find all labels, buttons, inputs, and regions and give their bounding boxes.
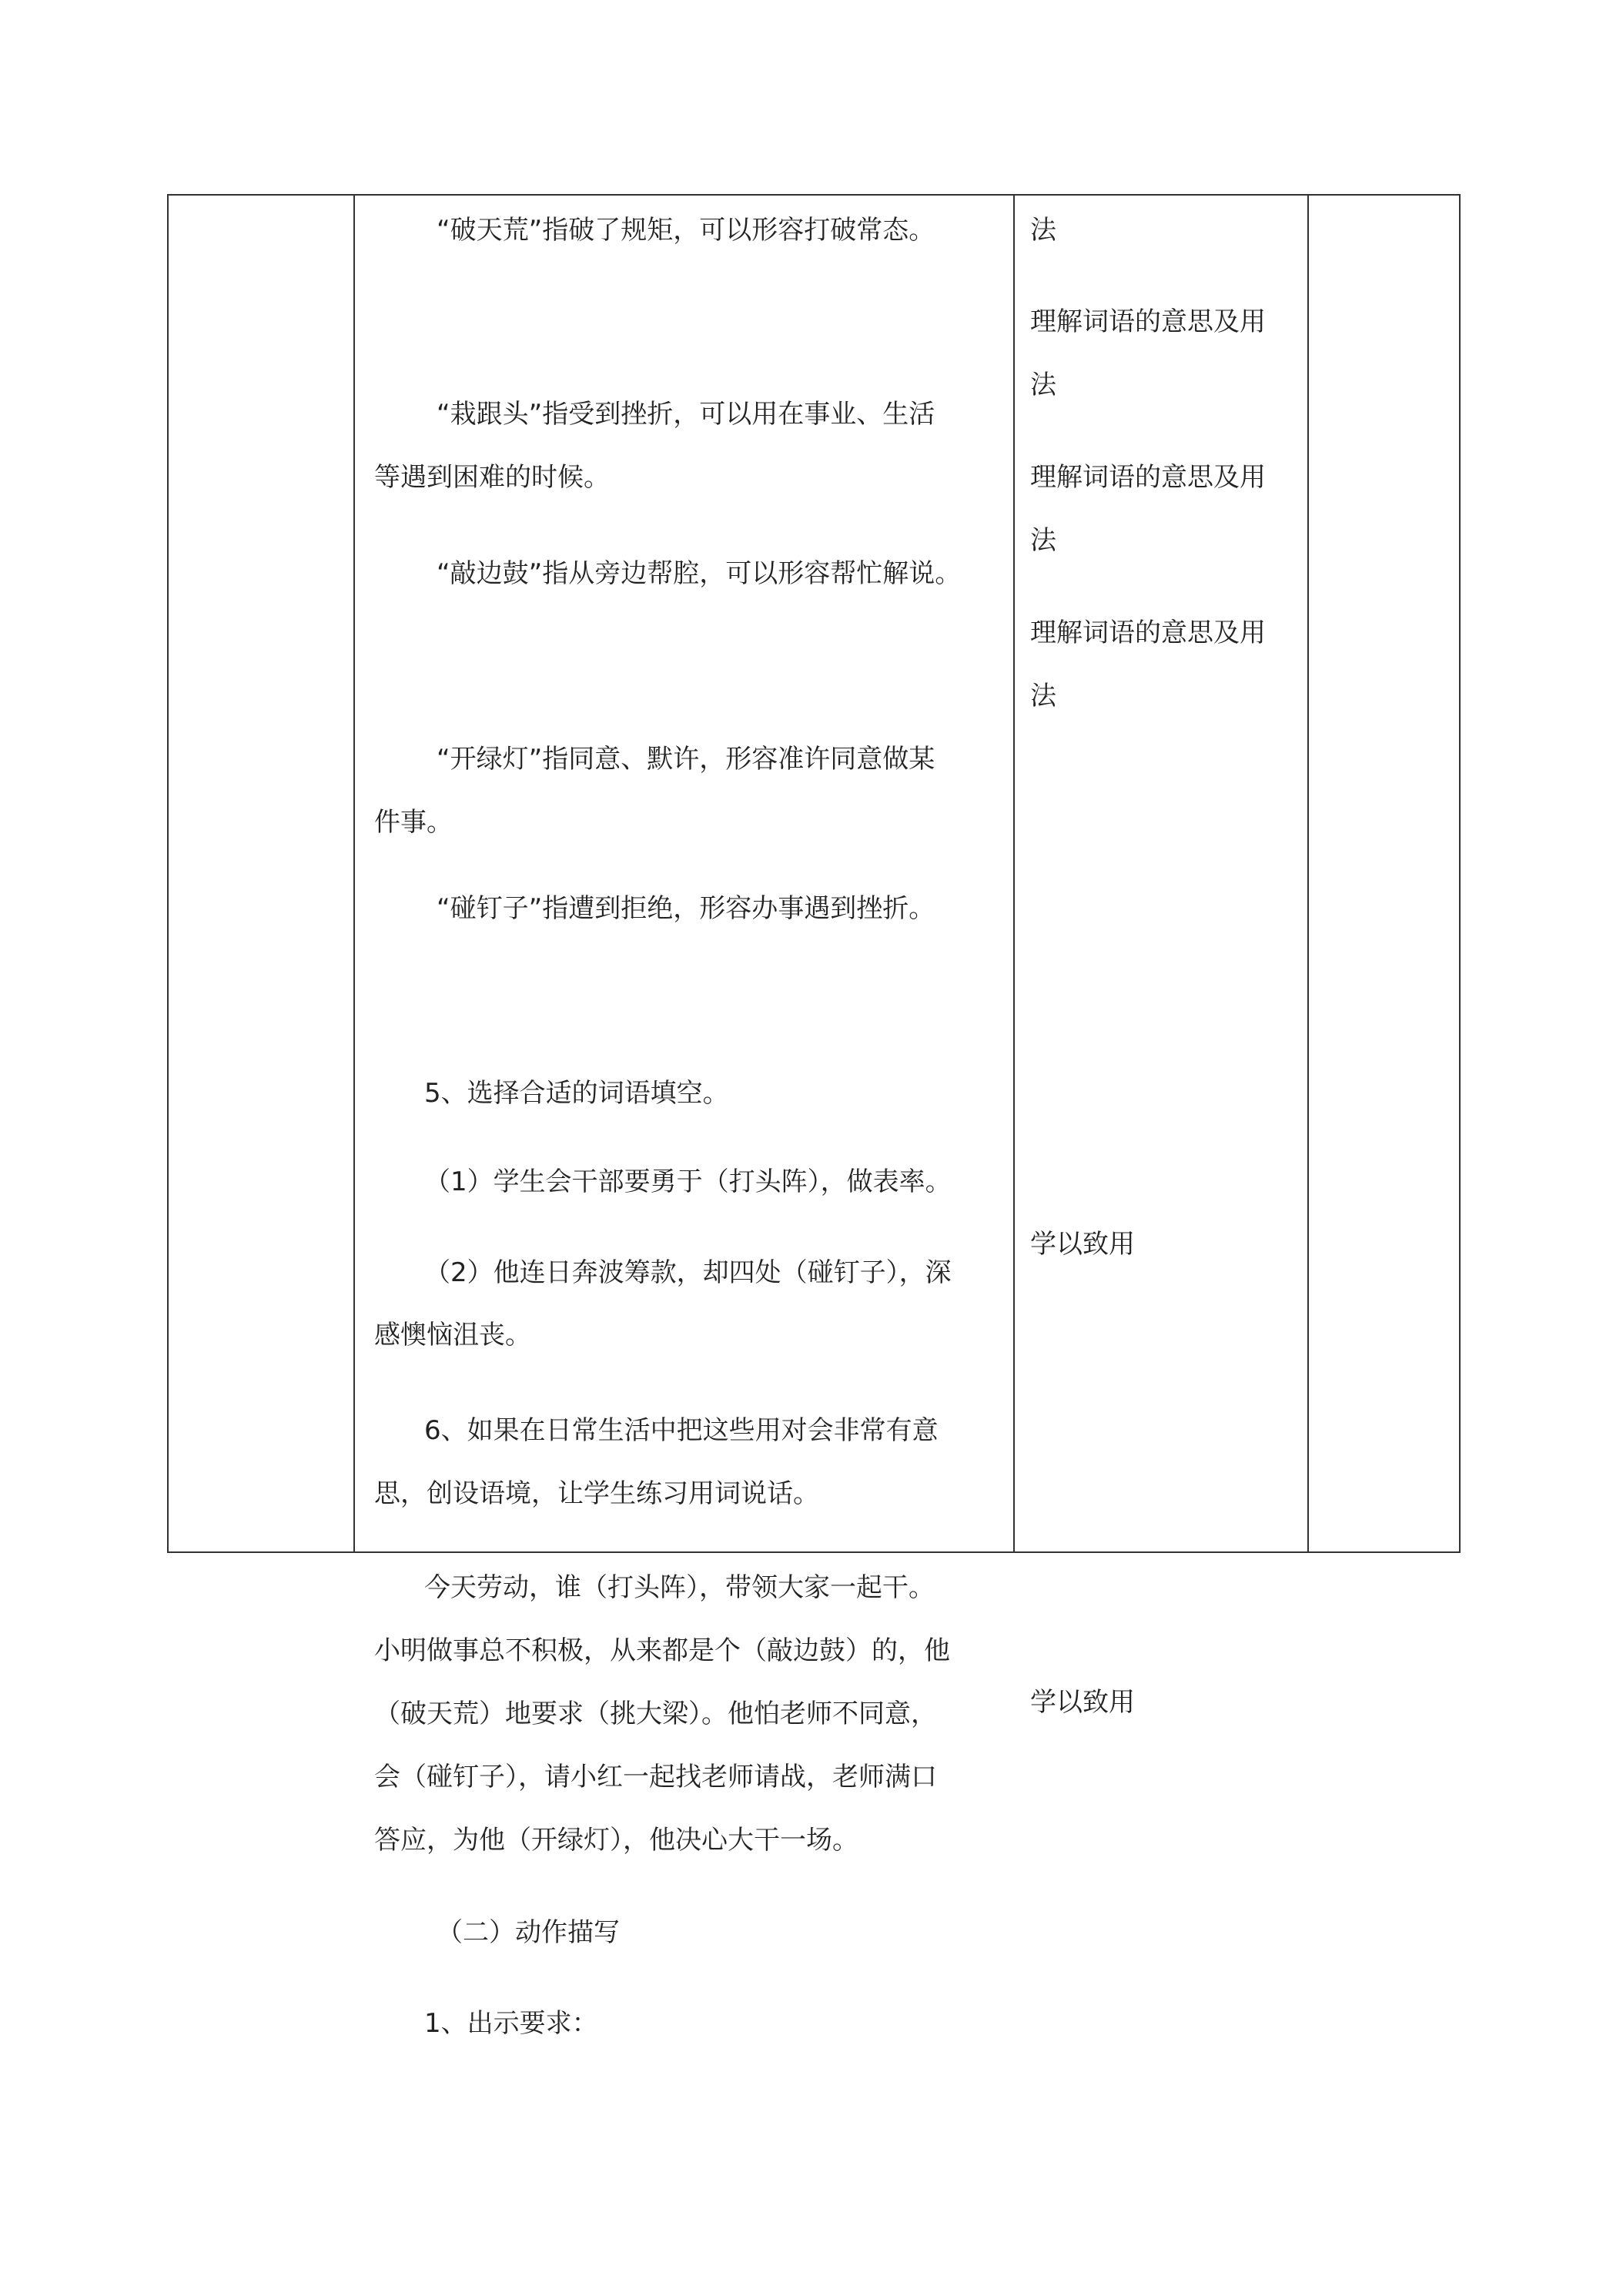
intent-line: 学以致用	[1030, 1687, 1135, 1718]
process-paragraph: “敲边鼓”指从旁边帮腔，可以形容帮忙解说。	[437, 558, 962, 589]
intent-line: 法	[1030, 681, 1056, 711]
column-divider-2	[1013, 194, 1015, 1553]
process-paragraph: 今天劳动，谁（打头阵），带领大家一起干。	[424, 1572, 935, 1603]
intent-line: 法	[1030, 525, 1056, 556]
intent-line: 理解词语的意思及用	[1030, 618, 1266, 648]
process-paragraph: 件事。	[374, 807, 453, 838]
process-paragraph: 6、如果在日常生活中把这些用对会非常有意	[424, 1415, 939, 1446]
process-paragraph: 1、出示要求：	[424, 2008, 598, 2039]
process-paragraph: “开绿灯”指同意、默许，形容准许同意做某	[437, 744, 935, 775]
process-paragraph: 思，创设语境，让学生练习用词说话。	[374, 1478, 819, 1509]
process-paragraph: （二）动作描写	[437, 1917, 620, 1948]
process-paragraph: 答应，为他（开绿灯），他决心大干一场。	[374, 1825, 858, 1856]
column-divider-3	[1307, 194, 1309, 1553]
process-paragraph: （1）学生会干部要勇于（打头阵），做表率。	[424, 1166, 952, 1197]
column-divider-1	[353, 194, 355, 1553]
process-paragraph: 小明做事总不积极，从来都是个（敲边鼓）的，他	[374, 1635, 950, 1666]
intent-line: 法	[1030, 215, 1056, 246]
process-paragraph: “栽跟头”指受到挫折，可以用在事业、生活	[437, 399, 935, 430]
process-paragraph: （2）他连日奔波筹款，却四处（碰钉子），深	[424, 1257, 952, 1288]
intent-line: 学以致用	[1030, 1229, 1135, 1260]
intent-line: 理解词语的意思及用	[1030, 306, 1266, 337]
process-paragraph: 感懊恼沮丧。	[374, 1320, 531, 1350]
process-paragraph: 等遇到困难的时候。	[374, 462, 610, 493]
process-paragraph: （破天荒）地要求（挑大梁）。他怕老师不同意，	[374, 1699, 937, 1729]
process-paragraph: “破天荒”指破了规矩，可以形容打破常态。	[437, 215, 935, 246]
process-paragraph: 会（碰钉子），请小红一起找老师请战，老师满口	[374, 1762, 937, 1792]
process-paragraph: “碰钉子”指遭到拒绝，形容办事遇到挫折。	[437, 893, 935, 924]
process-paragraph: 5、选择合适的词语填空。	[424, 1078, 729, 1109]
lesson-table	[167, 194, 1461, 1553]
intent-line: 法	[1030, 370, 1056, 400]
intent-line: 理解词语的意思及用	[1030, 462, 1266, 493]
